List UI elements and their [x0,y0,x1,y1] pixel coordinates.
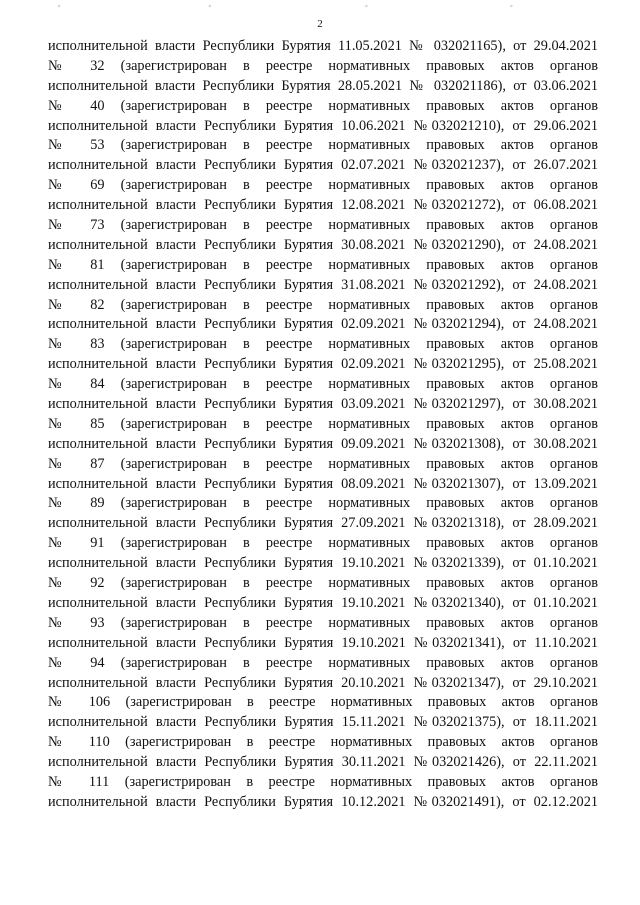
text-line: исполнительной власти Республики Бурятия 19.10.2021 №032021339), от 01.10.2021 [48,555,598,572]
text-line: исполнительной власти Республики Бурятия 02.09.2021 №032021295), от 25.08.2021 [48,356,598,373]
document-body [48,37,598,833]
text-line: № 94 (зарегистрирован в реестре нормативных правовых актов органов [48,654,598,671]
text-line: исполнительной власти Республики Бурятия 02.09.2021 №032021294), от 24.08.2021 [48,316,598,333]
text-line: исполнительной власти Республики Бурятия 03.09.2021 №032021297), от 30.08.2021 [48,396,598,413]
text-line: № 89 (зарегистрирован в реестре нормативных правовых актов органов [48,495,598,512]
text-line: исполнительной власти Республики Бурятия 15.11.2021 №032021375), от 18.11.2021 [48,714,598,731]
text-line: № 83 (зарегистрирован в реестре нормативных правовых актов органов [48,336,598,353]
text-line: исполнительной власти Республики Бурятия 19.10.2021 №032021340), от 01.10.2021 [48,594,598,611]
text-line: исполнительной власти Республики Бурятия 08.09.2021 №032021307), от 13.09.2021 [48,475,598,492]
text-line: № 93 (зарегистрирован в реестре нормативных правовых актов органов [48,614,598,631]
text-line: № 91 (зарегистрирован в реестре нормативных правовых актов органов [48,535,598,552]
text-line: исполнительной власти Республики Бурятия 20.10.2021 №032021347), от 29.10.2021 [48,674,598,691]
text-line: № 110 (зарегистрирован в реестре нормативных правовых актов органов [48,734,598,751]
text-line: № 82 (зарегистрирован в реестре нормативных правовых актов органов [48,296,598,313]
text-line: исполнительной власти Республики Бурятия 11.05.2021 № 032021165), от 29.04.2021 [48,38,598,54]
text-line: № 53 (зарегистрирован в реестре нормативных правовых актов органов [48,137,598,154]
text-line: № 106 (зарегистрирован в реестре нормативных правовых актов органов [48,694,598,711]
text-line: исполнительной власти Республики Бурятия 27.09.2021 №032021318), от 28.09.2021 [48,515,598,532]
text-line: исполнительной власти Республики Бурятия 10.06.2021 №032021210), от 29.06.2021 [48,117,598,134]
text-line: № 84 (зарегистрирован в реестре нормативных правовых актов органов [48,376,598,393]
text-line [48,813,598,833]
text-line: № 111 (зарегистрирован в реестре нормативных правовых актов органов [48,773,598,790]
text-line: № 81 (зарегистрирован в реестре нормативных правовых актов органов [48,256,598,273]
page-number: 2 [317,18,323,30]
text-line: исполнительной власти Республики Бурятия 10.12.2021 №032021491), от 02.12.2021 [48,793,598,810]
text-line: исполнительной власти Республики Бурятия 28.05.2021 № 032021186), от 03.06.2021 [48,77,598,94]
text-line: исполнительной власти Республики Бурятия 19.10.2021 №032021341), от 11.10.2021 [48,634,598,651]
text-line: исполнительной власти Республики Бурятия 30.08.2021 №032021290), от 24.08.2021 [48,236,598,253]
text-line: исполнительной власти Республики Бурятия 02.07.2021 №032021237), от 26.07.2021 [48,157,598,174]
scan-artifact [30,3,610,9]
text-line: исполнительной власти Республики Бурятия 12.08.2021 №032021272), от 06.08.2021 [48,197,598,214]
text-line: исполнительной власти Республики Бурятия 30.11.2021 №032021426), от 22.11.2021 [48,754,598,771]
text-line: исполнительной власти Республики Бурятия 31.08.2021 №032021292), от 24.08.2021 [48,276,598,293]
text-line: № 92 (зарегистрирован в реестре нормативных правовых актов органов [48,575,598,592]
text-line: № 32 (зарегистрирован в реестре нормативных правовых актов органов [48,57,598,74]
text-line: № 87 (зарегистрирован в реестре нормативных правовых актов органов [48,455,598,472]
text-line: № 85 (зарегистрирован в реестре нормативных правовых актов органов [48,415,598,432]
text-line: № 69 (зарегистрирован в реестре нормативных правовых актов органов [48,177,598,194]
text-line: исполнительной власти Республики Бурятия 09.09.2021 №032021308), от 30.08.2021 [48,435,598,452]
text-line: № 40 (зарегистрирован в реестре нормативных правовых актов органов [48,97,598,114]
text-line: № 73 (зарегистрирован в реестре нормативных правовых актов органов [48,217,598,234]
